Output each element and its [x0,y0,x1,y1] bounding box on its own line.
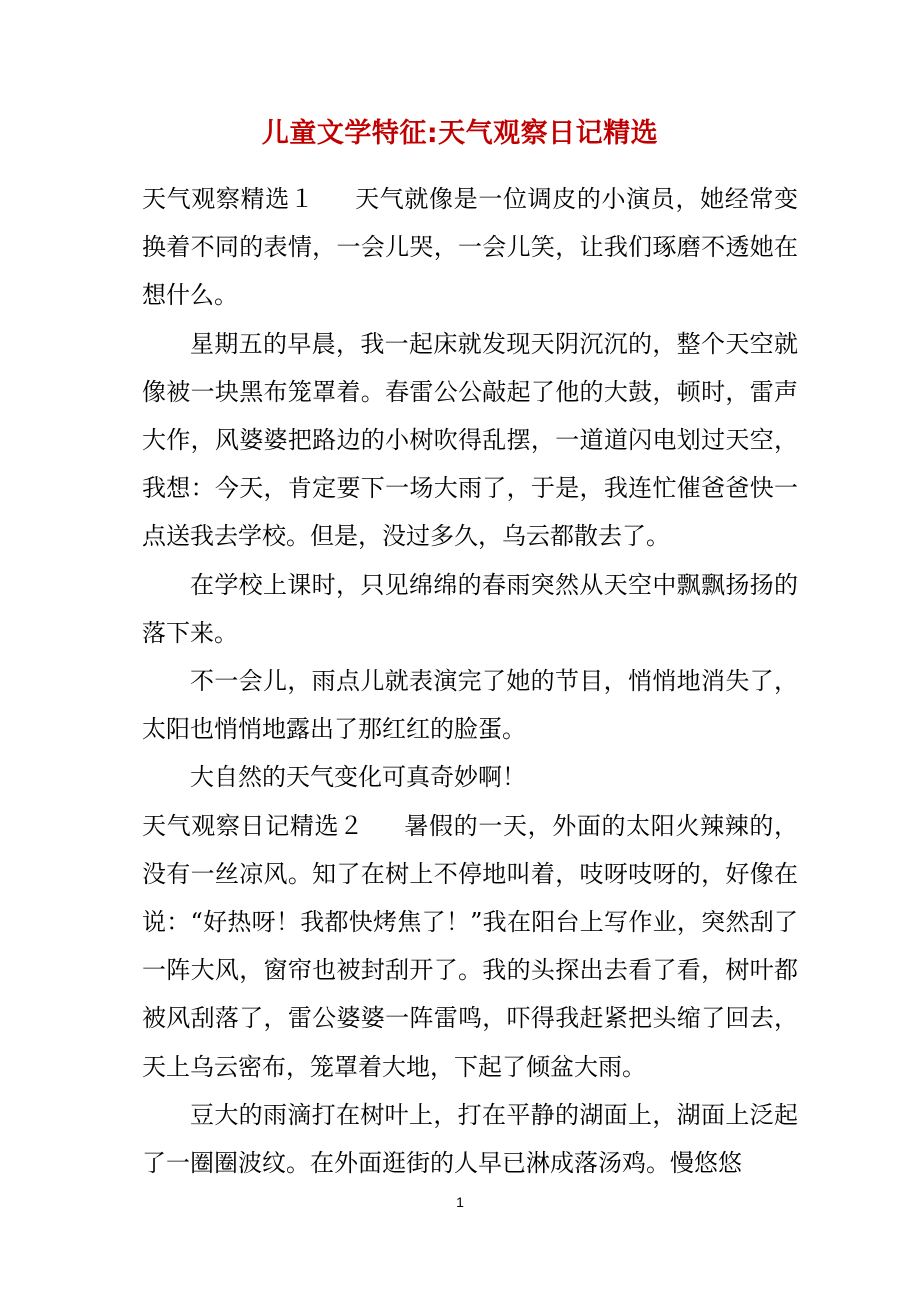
paragraph: 不一会儿，雨点儿就表演完了她的节目，悄悄地消失了，太阳也悄悄地露出了那红红的脸蛋。 [142,667,798,744]
paragraph: 星期五的早晨，我一起床就发现天阴沉沉的，整个天空就像被一块黑布笼罩着。春雷公公敲起了他的大鼓，顿时，雷声大作，风婆婆把路边的小树吹得乱摆，一道道闪电划过天空，我想：今天，肯定要下一场大雨了，于是，我连忙催爸爸快一点送我去学校。但是，没过多久，乌云都散去了。 [142,329,798,551]
document-title: 儿童文学特征:天气观察日记精选 [261,118,659,149]
section-1-intro: 天气就像是一位调皮的小演员，她经常变换着不同的表情，一会儿哭，一会儿笑，让我们琢磨不透她在想什么。 [142,185,799,310]
section-2-opening [142,802,798,1091]
paragraph: 豆大的雨滴打在树叶上，打在平静的湖面上，湖面上泛起了一圈圈波纹。在外面逛街的人早已淋成落汤鸡。慢悠悠 [142,1100,798,1178]
section-2-heading: 天气观察日记精选２ [142,811,364,840]
document-body [142,175,798,1187]
page-number: 1 [456,1194,464,1210]
section-2-intro: 暑假的一天，外面的太阳火辣辣的，没有一丝凉风。知了在树上不停地叫着，吱呀吱呀的，好像在说：“好热呀！我都快烤焦了！”我在阳台上写作业，突然刮了一阵大风，窗帘也被封刮开了。我的头探出去看了看，树叶都被风刮落了，雷公婆婆一阵雷鸣，吓得我赶紧把头缩了回去，天上乌云密布，笼罩着大地，下起了倾盆大雨。 [142,811,799,1081]
paragraph: 在学校上课时，只见绵绵的春雨突然从天空中飘飘扬扬的落下来。 [142,570,798,647]
paragraph: 大自然的天气变化可真奇妙啊！ [190,763,526,792]
section-1-opening [142,175,798,320]
section-1-heading: 天气观察精选１ [142,185,315,213]
